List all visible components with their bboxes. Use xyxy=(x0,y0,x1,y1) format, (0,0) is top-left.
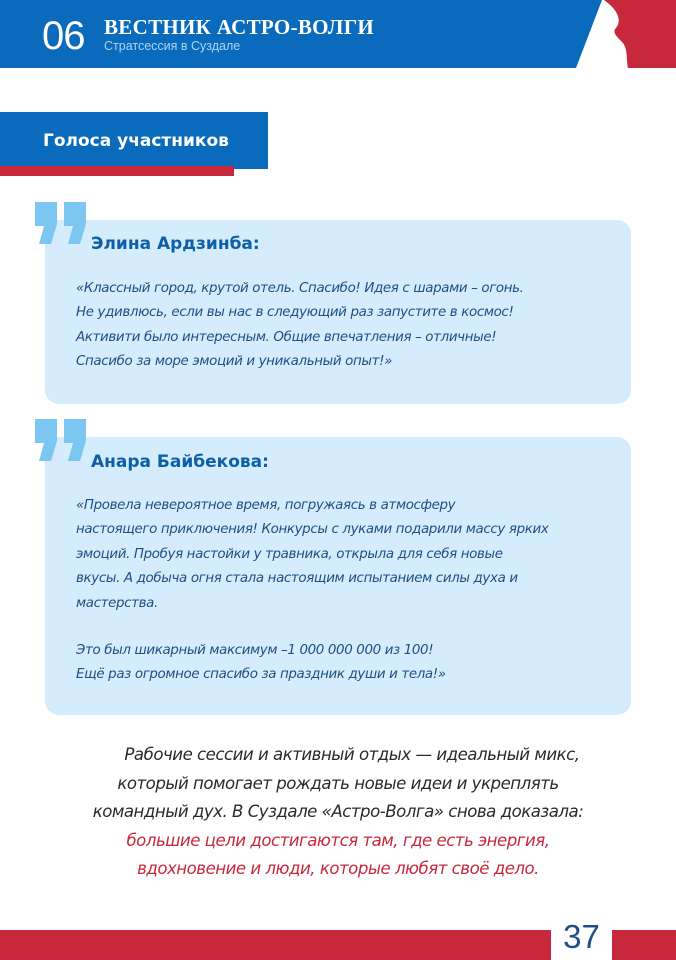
closing-paragraph xyxy=(0,741,676,884)
testimonial-line: Не удивлюсь, если вы нас в следующий раз запустите в космос! xyxy=(76,305,514,321)
testimonial-author: Элина Ардзинба: xyxy=(91,234,260,254)
testimonial-author: Анара Байбекова: xyxy=(91,452,269,472)
testimonial-text xyxy=(76,277,626,375)
page-header xyxy=(0,0,676,68)
closing-line: командный дух. В Суздале «Астро-Волга» снова доказала: xyxy=(92,802,584,821)
testimonial-line: «Классный город, крутой отель. Спасибо! Идея с шарами – огонь. xyxy=(76,281,524,296)
quote-icon xyxy=(33,419,89,461)
quote-icon xyxy=(33,202,89,244)
testimonial-line: «Провела невероятное время, погружаясь в атмосферу xyxy=(76,498,456,513)
section-title: Голоса участников xyxy=(43,131,229,151)
page-number: 37 xyxy=(563,918,600,955)
closing-line: Рабочие сессии и активный отдых — идеальный микс, xyxy=(124,745,580,764)
section-underline xyxy=(0,166,234,176)
closing-highlight-line: большие цели достигаются там, где есть энергия, xyxy=(126,830,550,850)
testimonial-line: вкусы. А добыча огня стала настоящим испытанием силы духа и xyxy=(76,571,518,587)
newsletter-subtitle: Стратсессия в Суздале xyxy=(104,39,241,53)
testimonial-line: Спасибо за море эмоций и уникальный опыт!» xyxy=(76,354,392,370)
newsletter-title: ВЕСТНИК АСТРО-ВОЛГИ xyxy=(104,15,374,39)
testimonial-line: Активити было интересным. Общие впечатления – отличные! xyxy=(76,329,497,345)
closing-line: который помогает рождать новые идеи и укреплять xyxy=(117,773,559,793)
testimonial-text xyxy=(76,494,626,616)
footer-bar-left xyxy=(0,930,551,960)
footer-bar-right xyxy=(612,930,676,960)
closing-highlight-line: вдохновение и люди, которые любят своё дело. xyxy=(137,859,539,878)
testimonial-line: Ещё раз огромное спасибо за праздник души и тела!» xyxy=(76,667,446,683)
brand-logo-icon xyxy=(566,0,676,68)
testimonial-line: эмоций. Пробуя настойки у травника, открыла для себя новые xyxy=(76,546,503,562)
testimonial-line: мастерства. xyxy=(76,595,158,611)
testimonial-line: настоящего приключения! Конкурсы с луками подарили массу ярких xyxy=(76,522,549,538)
issue-number: 06 xyxy=(42,14,85,58)
testimonial-line: Это был шикарный максимум –1 000 000 000 из 100! xyxy=(76,643,434,658)
testimonial-text-continued xyxy=(76,639,626,688)
